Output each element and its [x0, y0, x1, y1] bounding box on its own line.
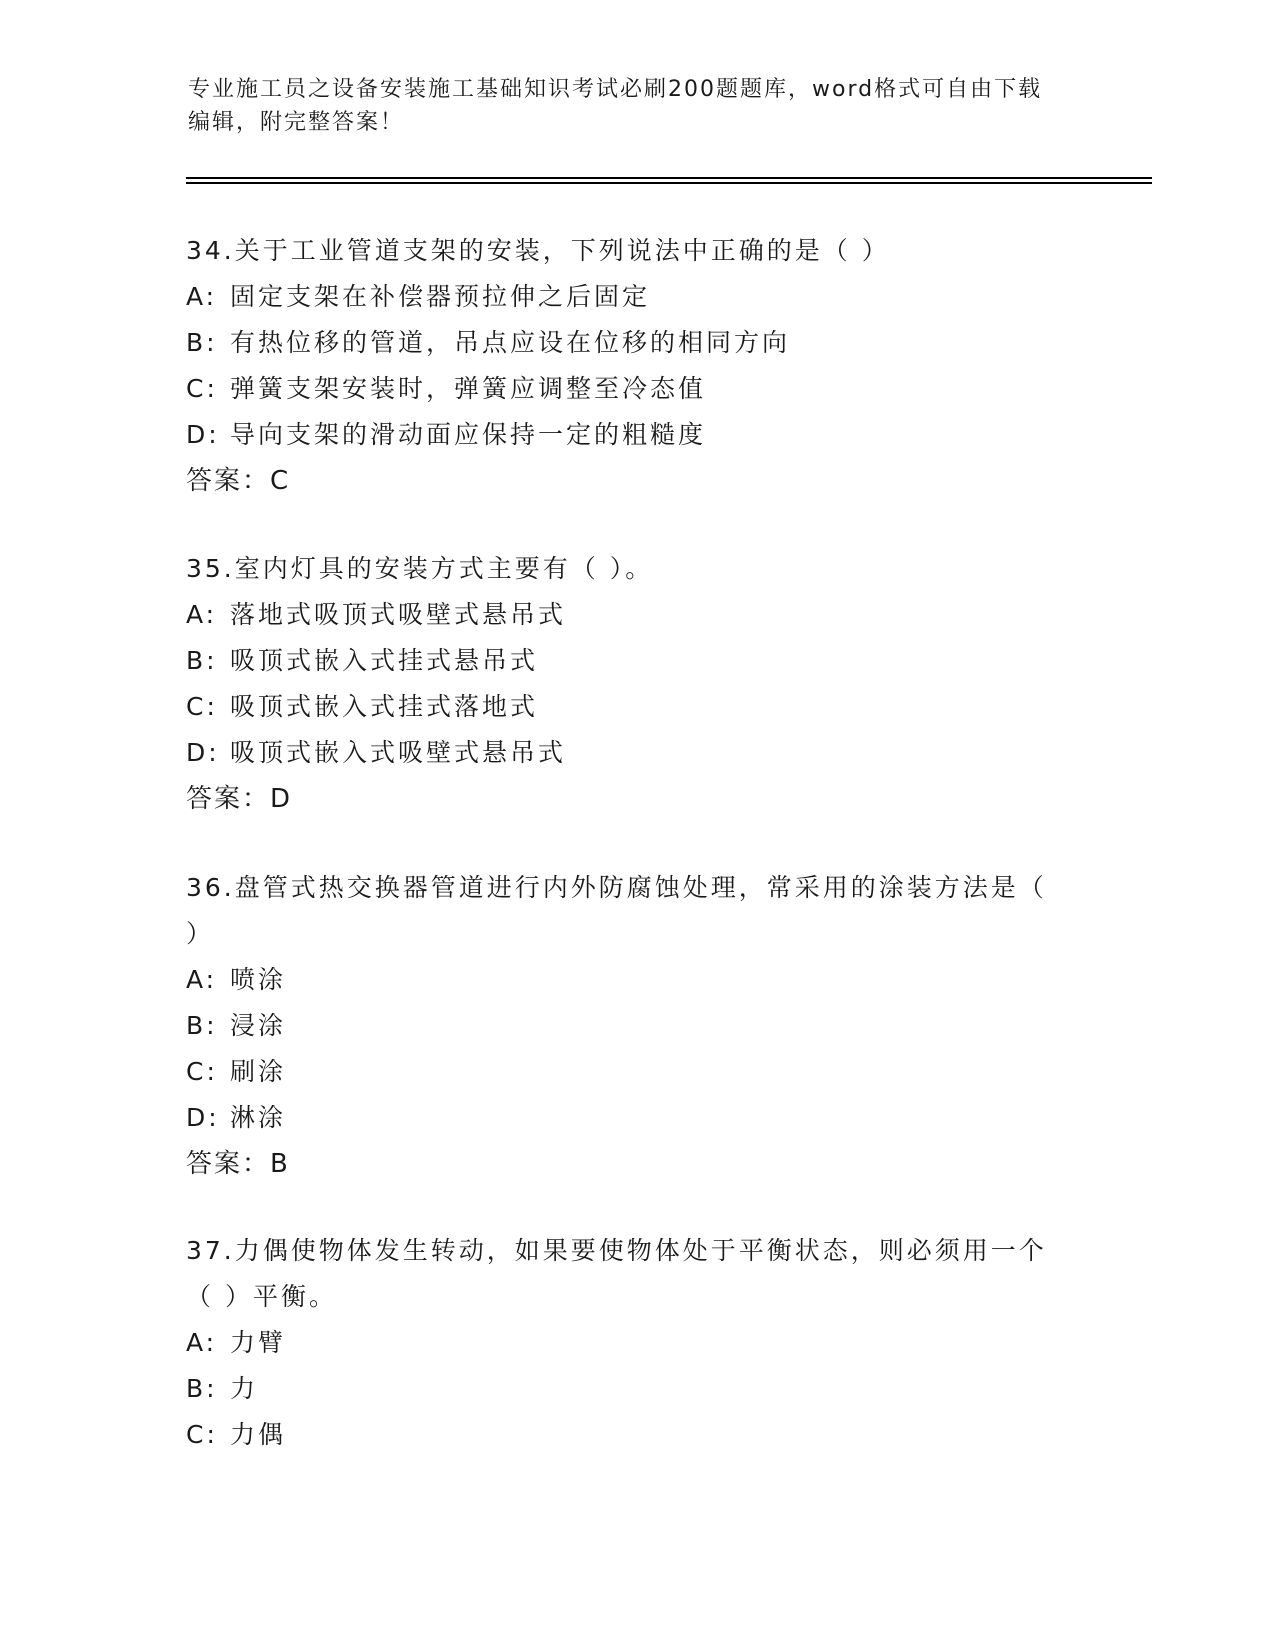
question-stem-continuation: ）: [186, 919, 215, 948]
option-c: [186, 1412, 1086, 1458]
option-letter: C:: [186, 1057, 218, 1086]
option-d: [186, 730, 1086, 776]
question-stem: 37.力偶使物体发生转动，如果要使物体处于平衡状态，则必须用一个: [186, 1236, 1047, 1265]
option-text: 浸涂: [230, 1011, 287, 1040]
option-b: [186, 1003, 1086, 1049]
option-text: 力: [230, 1374, 259, 1403]
option-letter: B:: [186, 1374, 218, 1403]
option-letter: A:: [186, 282, 218, 311]
option-a: [186, 592, 1086, 638]
option-text: 吸顶式嵌入式吸壁式悬吊式: [230, 738, 567, 767]
option-text: 导向支架的滑动面应保持一定的粗糙度: [230, 420, 707, 449]
option-letter: D:: [186, 738, 220, 767]
option-text: 力偶: [230, 1420, 287, 1449]
option-text: 喷涂: [230, 965, 287, 994]
option-a: [186, 957, 1086, 1003]
option-a: [186, 1320, 1086, 1366]
option-text: 淋涂: [230, 1103, 287, 1132]
question-stem: 34.关于工业管道支架的安装，下列说法中正确的是（ ）: [186, 236, 890, 265]
answer-key: 答案：D: [186, 784, 293, 814]
header-divider-top: [186, 177, 1152, 179]
question-34: [186, 228, 1086, 504]
option-c: [186, 684, 1086, 730]
option-c: [186, 1049, 1086, 1095]
option-b: [186, 638, 1086, 684]
option-text: 固定支架在补偿器预拉伸之后固定: [230, 282, 651, 311]
option-text: 落地式吸顶式吸壁式悬吊式: [230, 600, 567, 629]
option-a: [186, 274, 1086, 320]
option-text: 吸顶式嵌入式挂式落地式: [230, 692, 539, 721]
header-line-1: 专业施工员之设备安装施工基础知识考试必刷200题题库，word格式可自由下载: [188, 77, 1043, 102]
option-text: 弹簧支架安装时，弹簧应调整至冷态值: [230, 374, 707, 403]
question-stem: 36.盘管式热交换器管道进行内外防腐蚀处理，常采用的涂装方法是（: [186, 873, 1047, 902]
question-37: [186, 1228, 1086, 1458]
option-c: [186, 366, 1086, 412]
option-letter: B:: [186, 1011, 218, 1040]
option-letter: C:: [186, 692, 218, 721]
option-b: [186, 320, 1086, 366]
question-stem-continuation: （ ）平衡。: [186, 1282, 337, 1311]
option-text: 力臂: [230, 1328, 287, 1357]
option-d: [186, 412, 1086, 458]
option-letter: C:: [186, 374, 218, 403]
option-d: [186, 1095, 1086, 1141]
option-letter: A:: [186, 1328, 218, 1357]
header-divider-bottom: [186, 182, 1152, 184]
option-letter: D:: [186, 420, 220, 449]
question-35: [186, 546, 1086, 822]
answer-key: 答案：B: [186, 1149, 290, 1179]
option-letter: B:: [186, 646, 218, 675]
option-letter: A:: [186, 600, 218, 629]
option-text: 吸顶式嵌入式挂式悬吊式: [230, 646, 539, 675]
question-36: [186, 865, 1086, 1187]
option-letter: D:: [186, 1103, 220, 1132]
option-text: 刷涂: [230, 1057, 287, 1086]
document-header: [188, 73, 1068, 139]
question-stem: 35.室内灯具的安装方式主要有（ ）。: [186, 554, 654, 583]
answer-key: 答案：C: [186, 466, 291, 496]
option-letter: A:: [186, 965, 218, 994]
option-text: 有热位移的管道，吊点应设在位移的相同方向: [230, 328, 791, 357]
header-line-2: 编辑，附完整答案！: [188, 110, 405, 135]
option-letter: C:: [186, 1420, 218, 1449]
option-b: [186, 1366, 1086, 1412]
option-letter: B:: [186, 328, 218, 357]
